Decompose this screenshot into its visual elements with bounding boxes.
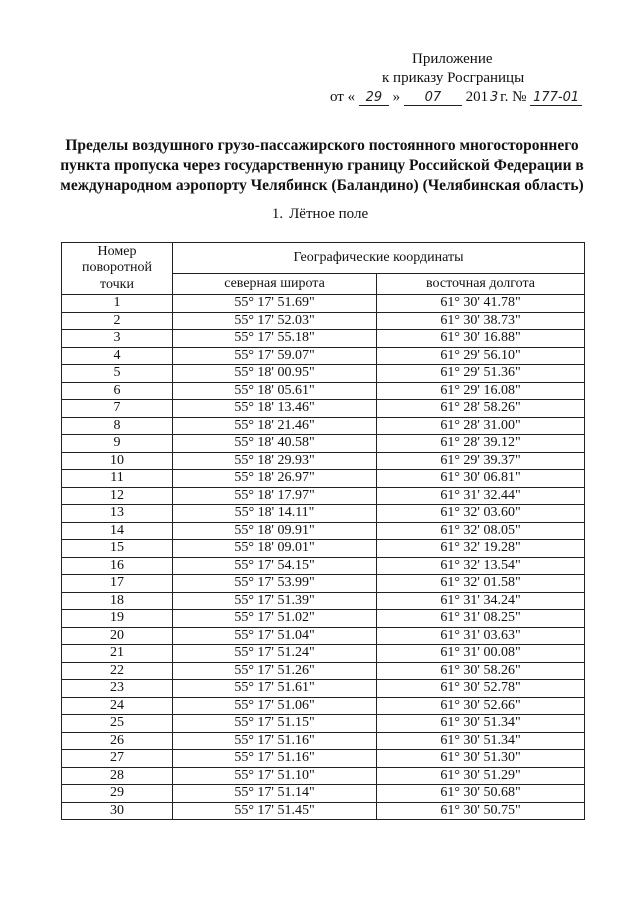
point-number-cell: 29 — [62, 785, 173, 803]
table-row — [62, 610, 585, 628]
table-row — [62, 715, 585, 733]
point-number-cell: 5 — [62, 365, 173, 383]
table-row — [62, 645, 585, 663]
latitude-cell: 55° 17' 51.39" — [173, 592, 377, 610]
year-number-label: г. № — [500, 89, 527, 105]
table-row — [62, 680, 585, 698]
longitude-cell: 61° 29' 39.37" — [377, 452, 585, 470]
point-number-cell: 9 — [62, 435, 173, 453]
longitude-cell: 61° 31' 34.24" — [377, 592, 585, 610]
longitude-cell: 61° 32' 01.58" — [377, 575, 585, 593]
table-row — [62, 400, 585, 418]
point-number-cell: 12 — [62, 487, 173, 505]
section-name: Лётное поле — [289, 206, 369, 222]
point-number-cell: 25 — [62, 715, 173, 733]
header-north-latitude: северная широта — [173, 274, 377, 295]
latitude-cell: 55° 18' 21.46" — [173, 417, 377, 435]
handwritten-month: 07 — [404, 90, 462, 106]
longitude-cell: 61° 30' 16.88" — [377, 330, 585, 348]
table-row — [62, 347, 585, 365]
date-quote-close: » — [392, 89, 401, 105]
point-number-cell: 15 — [62, 540, 173, 558]
table-row — [62, 785, 585, 803]
table-row — [62, 662, 585, 680]
header-east-longitude: восточная долгота — [377, 274, 585, 295]
longitude-cell: 61° 30' 50.68" — [377, 785, 585, 803]
point-number-cell: 26 — [62, 732, 173, 750]
latitude-cell: 55° 17' 52.03" — [173, 312, 377, 330]
latitude-cell: 55° 18' 29.93" — [173, 452, 377, 470]
longitude-cell: 61° 28' 39.12" — [377, 435, 585, 453]
header-point-line3: точки — [100, 276, 134, 292]
longitude-cell: 61° 30' 38.73" — [377, 312, 585, 330]
point-number-cell: 28 — [62, 767, 173, 785]
latitude-cell: 55° 17' 51.14" — [173, 785, 377, 803]
document-title: Пределы воздушного грузо-пассажирского постоянного многостороннего пункта пропуска через государственную границу Российской Федерации в международном аэропорту Челябинск (Баландино) (Челябинская область) — [60, 137, 584, 194]
handwritten-day: 29 — [359, 90, 389, 106]
appendix-date-line — [300, 88, 620, 107]
point-number-cell: 21 — [62, 645, 173, 663]
appendix-title: Приложение — [412, 51, 493, 67]
longitude-cell: 61° 30' 52.66" — [377, 697, 585, 715]
longitude-cell: 61° 30' 51.30" — [377, 750, 585, 768]
longitude-cell: 61° 32' 08.05" — [377, 522, 585, 540]
table-row — [62, 330, 585, 348]
appendix-order-ref: к приказу Росграницы — [382, 70, 525, 86]
latitude-cell: 55° 18' 00.95" — [173, 365, 377, 383]
table-row — [62, 592, 585, 610]
point-number-cell: 24 — [62, 697, 173, 715]
year-prefix: 201 — [465, 89, 489, 105]
date-from-label: от « — [330, 89, 356, 105]
point-number-cell: 18 — [62, 592, 173, 610]
latitude-cell: 55° 17' 51.24" — [173, 645, 377, 663]
latitude-cell: 55° 18' 40.58" — [173, 435, 377, 453]
point-number-cell: 16 — [62, 557, 173, 575]
table-row — [62, 470, 585, 488]
point-number-cell: 30 — [62, 802, 173, 820]
point-number-cell: 4 — [62, 347, 173, 365]
longitude-cell: 61° 29' 16.08" — [377, 382, 585, 400]
table-row — [62, 732, 585, 750]
handwritten-year-digit: 3 — [489, 90, 499, 105]
latitude-cell: 55° 17' 51.45" — [173, 802, 377, 820]
latitude-cell: 55° 18' 09.01" — [173, 540, 377, 558]
longitude-cell: 61° 31' 03.63" — [377, 627, 585, 645]
longitude-cell: 61° 30' 52.78" — [377, 680, 585, 698]
latitude-cell: 55° 17' 55.18" — [173, 330, 377, 348]
longitude-cell: 61° 28' 31.00" — [377, 417, 585, 435]
coordinates-table — [61, 242, 585, 820]
header-point-line2: поворотной — [82, 260, 152, 276]
latitude-cell: 55° 17' 51.15" — [173, 715, 377, 733]
latitude-cell: 55° 17' 51.69" — [173, 295, 377, 313]
point-number-cell: 19 — [62, 610, 173, 628]
latitude-cell: 55° 18' 09.91" — [173, 522, 377, 540]
point-number-cell: 8 — [62, 417, 173, 435]
latitude-cell: 55° 17' 51.16" — [173, 732, 377, 750]
point-number-cell: 20 — [62, 627, 173, 645]
point-number-cell: 10 — [62, 452, 173, 470]
latitude-cell: 55° 18' 05.61" — [173, 382, 377, 400]
latitude-cell: 55° 17' 51.16" — [173, 750, 377, 768]
longitude-cell: 61° 29' 56.10" — [377, 347, 585, 365]
header-geo-coordinates: Географические координаты — [173, 243, 585, 274]
table-row — [62, 802, 585, 820]
point-number-cell: 13 — [62, 505, 173, 523]
latitude-cell: 55° 17' 51.61" — [173, 680, 377, 698]
handwritten-order-number: 177-01 — [530, 90, 582, 106]
latitude-cell: 55° 17' 51.04" — [173, 627, 377, 645]
table-row — [62, 697, 585, 715]
latitude-cell: 55° 17' 51.02" — [173, 610, 377, 628]
table-row — [62, 295, 585, 313]
point-number-cell: 7 — [62, 400, 173, 418]
table-row — [62, 312, 585, 330]
longitude-cell: 61° 30' 51.34" — [377, 732, 585, 750]
longitude-cell: 61° 30' 06.81" — [377, 470, 585, 488]
longitude-cell: 61° 30' 51.34" — [377, 715, 585, 733]
longitude-cell: 61° 28' 58.26" — [377, 400, 585, 418]
latitude-cell: 55° 17' 51.10" — [173, 767, 377, 785]
longitude-cell: 61° 32' 19.28" — [377, 540, 585, 558]
longitude-cell: 61° 30' 51.29" — [377, 767, 585, 785]
table-row — [62, 505, 585, 523]
table-row — [62, 540, 585, 558]
longitude-cell: 61° 31' 00.08" — [377, 645, 585, 663]
longitude-cell: 61° 30' 58.26" — [377, 662, 585, 680]
latitude-cell: 55° 18' 17.97" — [173, 487, 377, 505]
longitude-cell: 61° 32' 13.54" — [377, 557, 585, 575]
table-row — [62, 557, 585, 575]
header-point-number — [62, 243, 173, 295]
latitude-cell: 55° 17' 59.07" — [173, 347, 377, 365]
latitude-cell: 55° 17' 54.15" — [173, 557, 377, 575]
latitude-cell: 55° 17' 51.06" — [173, 697, 377, 715]
table-row — [62, 365, 585, 383]
appendix-header — [300, 50, 620, 107]
point-number-cell: 14 — [62, 522, 173, 540]
table-row — [62, 417, 585, 435]
table-body — [62, 295, 585, 820]
table-row — [62, 452, 585, 470]
point-number-cell: 11 — [62, 470, 173, 488]
point-number-cell: 27 — [62, 750, 173, 768]
section-number: 1. — [271, 206, 284, 222]
table-row — [62, 487, 585, 505]
point-number-cell: 6 — [62, 382, 173, 400]
section-heading — [0, 206, 640, 223]
longitude-cell: 61° 30' 41.78" — [377, 295, 585, 313]
longitude-cell: 61° 31' 08.25" — [377, 610, 585, 628]
table-row — [62, 627, 585, 645]
point-number-cell: 22 — [62, 662, 173, 680]
point-number-cell: 1 — [62, 295, 173, 313]
table-row — [62, 382, 585, 400]
table-row — [62, 522, 585, 540]
longitude-cell: 61° 32' 03.60" — [377, 505, 585, 523]
point-number-cell: 17 — [62, 575, 173, 593]
point-number-cell: 3 — [62, 330, 173, 348]
table-row — [62, 750, 585, 768]
header-point-line1: Номер — [97, 243, 137, 259]
point-number-cell: 23 — [62, 680, 173, 698]
latitude-cell: 55° 18' 13.46" — [173, 400, 377, 418]
longitude-cell: 61° 31' 32.44" — [377, 487, 585, 505]
latitude-cell: 55° 17' 51.26" — [173, 662, 377, 680]
latitude-cell: 55° 17' 53.99" — [173, 575, 377, 593]
table-row — [62, 435, 585, 453]
longitude-cell: 61° 30' 50.75" — [377, 802, 585, 820]
table-row — [62, 575, 585, 593]
latitude-cell: 55° 18' 14.11" — [173, 505, 377, 523]
point-number-cell: 2 — [62, 312, 173, 330]
latitude-cell: 55° 18' 26.97" — [173, 470, 377, 488]
longitude-cell: 61° 29' 51.36" — [377, 365, 585, 383]
table-row — [62, 767, 585, 785]
